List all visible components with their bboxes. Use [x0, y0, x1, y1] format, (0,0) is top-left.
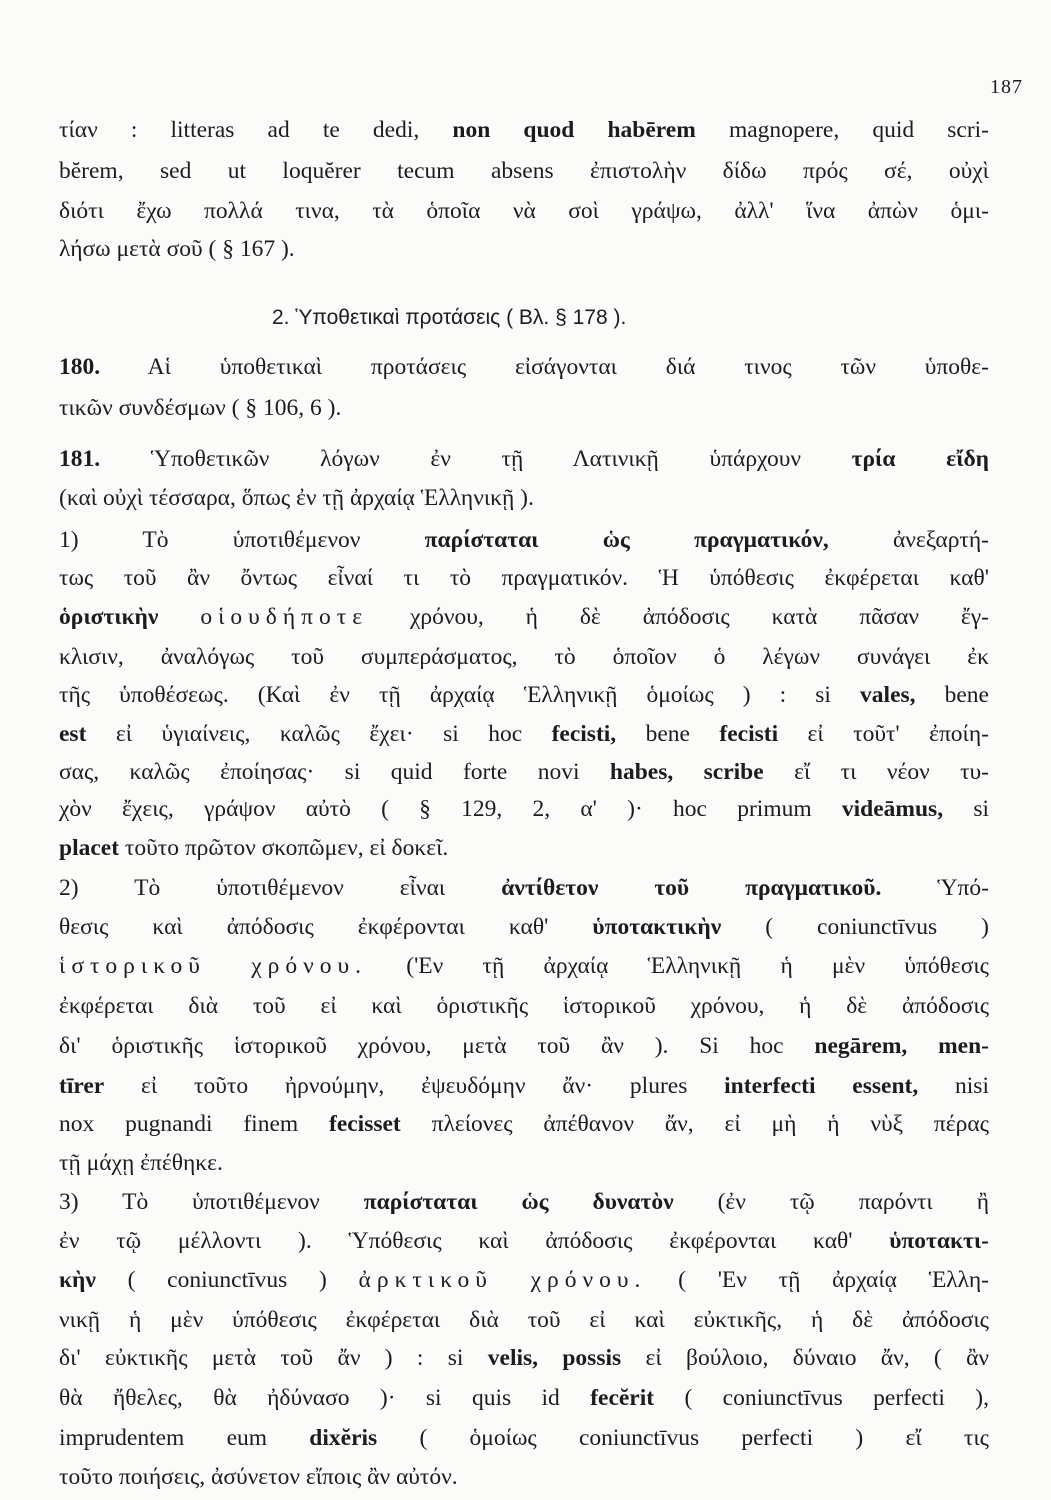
text-line	[59, 1184, 989, 1220]
bold-term: ὁριστικὴν	[59, 604, 159, 630]
text-run: εἰ τοῦτ' ἐποίη-	[778, 721, 989, 747]
bold-term: vales,	[860, 682, 916, 708]
text-run: nox pugnandi finem	[59, 1111, 329, 1137]
text-run: ἐν τῷ μέλλοντι ). Ὑπόθεσις καὶ ἀπόδοσις ἐκφέρονται καθ'	[59, 1228, 890, 1254]
bold-term: tīrer	[59, 1073, 105, 1099]
text-line	[59, 1106, 989, 1142]
text-line	[59, 1223, 989, 1259]
text-line	[59, 870, 989, 906]
text-line	[59, 639, 989, 675]
text-run: bene	[915, 682, 989, 708]
text-run: κλισιν, ἀναλόγως τοῦ συμπεράσματος, τὸ ὁποῖον ὁ λέγων συνάγει ἐκ	[59, 644, 989, 670]
bold-term: fecisti,	[551, 721, 617, 747]
bold-term: τρία εἴδη	[851, 446, 989, 472]
text-line	[59, 1145, 989, 1181]
text-line	[59, 830, 989, 866]
bold-term: 181.	[59, 446, 101, 472]
text-run: τίαν : litteras ad te dedi,	[59, 117, 453, 143]
text-run: νικῇ ἡ μὲν ὑπόθεσις ἐκφέρεται διὰ τοῦ εἰ καὶ εὐκτικῆς, ἡ δὲ ἀπόδοσις	[59, 1307, 989, 1333]
text-run: χὸν ἔχεις, γράψον αὐτὸ ( § 129, 2, α' )· hoc primum	[59, 796, 842, 822]
text-line	[59, 153, 989, 189]
text-line	[59, 754, 989, 790]
text-run: bene	[616, 721, 720, 747]
text-run: θὰ ἤθελες, θὰ ἠδύνασο )· si quis id	[59, 1385, 591, 1411]
text-run: διότι ἔχω πολλά τινα, τὰ ὁποῖα νὰ σοὶ γράψω, ἀλλ' ἵνα ἀπὼν ὁμι-	[59, 198, 989, 224]
text-run: bĕrem, sed ut loquĕrer tecum absens ἐπιστολὴν δίδω πρός σέ, οὐχὶ	[59, 158, 989, 184]
text-run: τοῦτο πρῶτον σκοπῶμεν, εἰ δοκεῖ.	[119, 835, 449, 861]
text-run	[158, 604, 200, 630]
text-run: ἱστορικοῦ χρόνου.	[59, 953, 367, 979]
text-run: 1) Τὸ ὑποτιθέμενον	[59, 527, 425, 553]
text-line	[59, 909, 989, 945]
bold-term: dixĕris	[309, 1425, 378, 1451]
text-run: πλείονες ἀπέθανον ἄν, εἰ μὴ ἡ νὺξ πέρας	[400, 1111, 989, 1137]
text-run: 3) Τὸ ὑποτιθέμενον	[59, 1189, 364, 1215]
text-run: ἀρκτικοῦ χρόνου.	[358, 1267, 647, 1293]
bold-term: ἀντίθετον τοῦ πραγματικοῦ.	[501, 875, 882, 901]
text-run: si	[943, 796, 989, 822]
text-line	[59, 599, 989, 635]
text-run: ( coniunctīvus )	[95, 1267, 359, 1293]
text-line	[59, 1068, 989, 1104]
text-run: ( coniunctīvus perfecti ),	[654, 1385, 989, 1411]
bold-term: 180.	[59, 354, 101, 380]
bold-term: ὑποτακτι-	[889, 1228, 989, 1254]
text-line	[59, 390, 989, 426]
bold-term: fecisset	[329, 1111, 401, 1137]
text-run: εἴ τι νέον τυ-	[763, 759, 990, 785]
text-line	[59, 112, 989, 148]
text-run: (ἐν τῷ παρόντι ἢ	[673, 1189, 989, 1215]
bold-term: videāmus,	[841, 796, 944, 822]
text-run: εἰ βούλοιο, δύναιο ἄν, ( ἂν	[621, 1345, 990, 1371]
text-run: ( coniunctīvus )	[721, 914, 989, 940]
text-run: λήσω μετὰ σοῦ ( § 167 ).	[59, 236, 295, 262]
text-run: εἰ τοῦτο ἠρνούμην, ἐψευδόμην ἄν· plures	[104, 1073, 725, 1099]
bold-term: interfecti essent,	[724, 1073, 919, 1099]
text-line	[59, 988, 989, 1024]
text-line	[59, 677, 989, 713]
text-run: Αἱ ὑποθετικαὶ προτάσεις εἰσάγονται διά τινος τῶν ὑποθε-	[100, 354, 989, 380]
bold-term: παρίσταται ὡς δυνατὸν	[363, 1189, 674, 1215]
text-run: ( 'Εν τῇ ἀρχαίᾳ Ἑλλη-	[646, 1267, 989, 1293]
bold-term: negārem, men-	[814, 1033, 989, 1059]
text-line	[59, 1302, 989, 1338]
page-number: 187	[990, 76, 1023, 98]
text-run: (καὶ οὐχὶ τέσσαρα, ὅπως ἐν τῇ ἀρχαίᾳ Ἑλληνικῇ ).	[59, 485, 534, 511]
text-line	[59, 1028, 989, 1064]
text-run: οἱουδήποτε	[200, 604, 369, 630]
text-line	[59, 480, 989, 516]
text-run: Ὑποθετικῶν λόγων ἐν τῇ Λατινικῇ ὑπάρχουν	[100, 446, 852, 472]
bold-term: habes, scribe	[609, 759, 764, 785]
text-run: magnopere, quid scri-	[695, 117, 990, 143]
text-run: Ὑπό-	[881, 875, 989, 901]
text-line	[59, 1459, 989, 1495]
text-line	[59, 349, 989, 385]
text-run: nisi	[918, 1073, 989, 1099]
bold-term: κὴν	[59, 1267, 96, 1293]
text-run: imprudentem eum	[59, 1425, 310, 1451]
text-run: ἀνεξαρτή-	[828, 527, 989, 553]
text-run: τικῶν συνδέσμων ( § 106, 6 ).	[59, 395, 342, 421]
text-run: τως τοῦ ἂν ὄντως εἶναί τι τὸ πραγματικόν. Ἡ ὑπόθεσις ἐκφέρεται καθ'	[59, 565, 989, 591]
text-line	[59, 193, 989, 229]
text-line	[59, 716, 989, 752]
text-run: τῇ μάχῃ ἐπέθηκε.	[59, 1150, 223, 1176]
text-line	[59, 231, 989, 267]
text-line	[59, 948, 989, 984]
bold-term: fecisti	[719, 721, 779, 747]
text-line	[59, 1420, 989, 1456]
text-run: ἐκφέρεται διὰ τοῦ εἰ καὶ ὁριστικῆς ἱστορικοῦ χρόνου, ἡ δὲ ἀπόδοσις	[59, 993, 989, 1019]
text-line	[59, 1262, 989, 1298]
text-run: 2) Τὸ ὑποτιθέμενον εἶναι	[59, 875, 502, 901]
section-heading: 2. Ὑποθετικαὶ προτάσεις ( Βλ. § 178 ).	[272, 306, 627, 329]
text-line	[59, 560, 989, 596]
bold-term: velis, possis	[487, 1345, 622, 1371]
text-run: δι' εὐκτικῆς μετὰ τοῦ ἄν ) : si	[59, 1345, 488, 1371]
text-run: τῆς ὑποθέσεως. (Καὶ ἐν τῇ ἀρχαίᾳ Ἑλληνικῇ ὁμοίως ) : si	[59, 682, 861, 708]
text-run: χρόνου, ἡ δὲ ἀπόδοσις κατὰ πᾶσαν ἔγ-	[368, 604, 989, 630]
bold-term: placet	[59, 835, 120, 861]
text-run: σας, καλῶς ἐποίησας· si quid forte novi	[59, 759, 610, 785]
bold-term: est	[59, 721, 87, 747]
bold-term: ὑποτακτικὴν	[592, 914, 722, 940]
text-line	[59, 441, 989, 477]
bold-term: fecĕrit	[590, 1385, 655, 1411]
text-line	[59, 1380, 989, 1416]
text-run: δι' ὁριστικῆς ἱστορικοῦ χρόνου, μετὰ τοῦ ἂν ). Si hoc	[59, 1033, 815, 1059]
text-line	[59, 1340, 989, 1376]
text-run: θεσις καὶ ἀπόδοσις ἐκφέρονται καθ'	[59, 914, 593, 940]
bold-term: παρίσταται ὡς πραγματικόν,	[424, 527, 829, 553]
text-run: τοῦτο ποιήσεις, ἀσύνετον εἴποις ἂν αὐτόν.	[59, 1464, 458, 1490]
text-run: εἰ ὑγιαίνεις, καλῶς ἔχει· si hoc	[86, 721, 552, 747]
text-run: ('Εν τῇ ἀρχαίᾳ Ἑλληνικῇ ἡ μὲν ὑπόθεσις	[367, 953, 989, 979]
text-run: ( ὁμοίως coniunctīvus perfecti ) εἴ τις	[377, 1425, 989, 1451]
text-line	[59, 522, 989, 558]
bold-term: non quod habērem	[452, 117, 696, 143]
text-line	[59, 791, 989, 827]
